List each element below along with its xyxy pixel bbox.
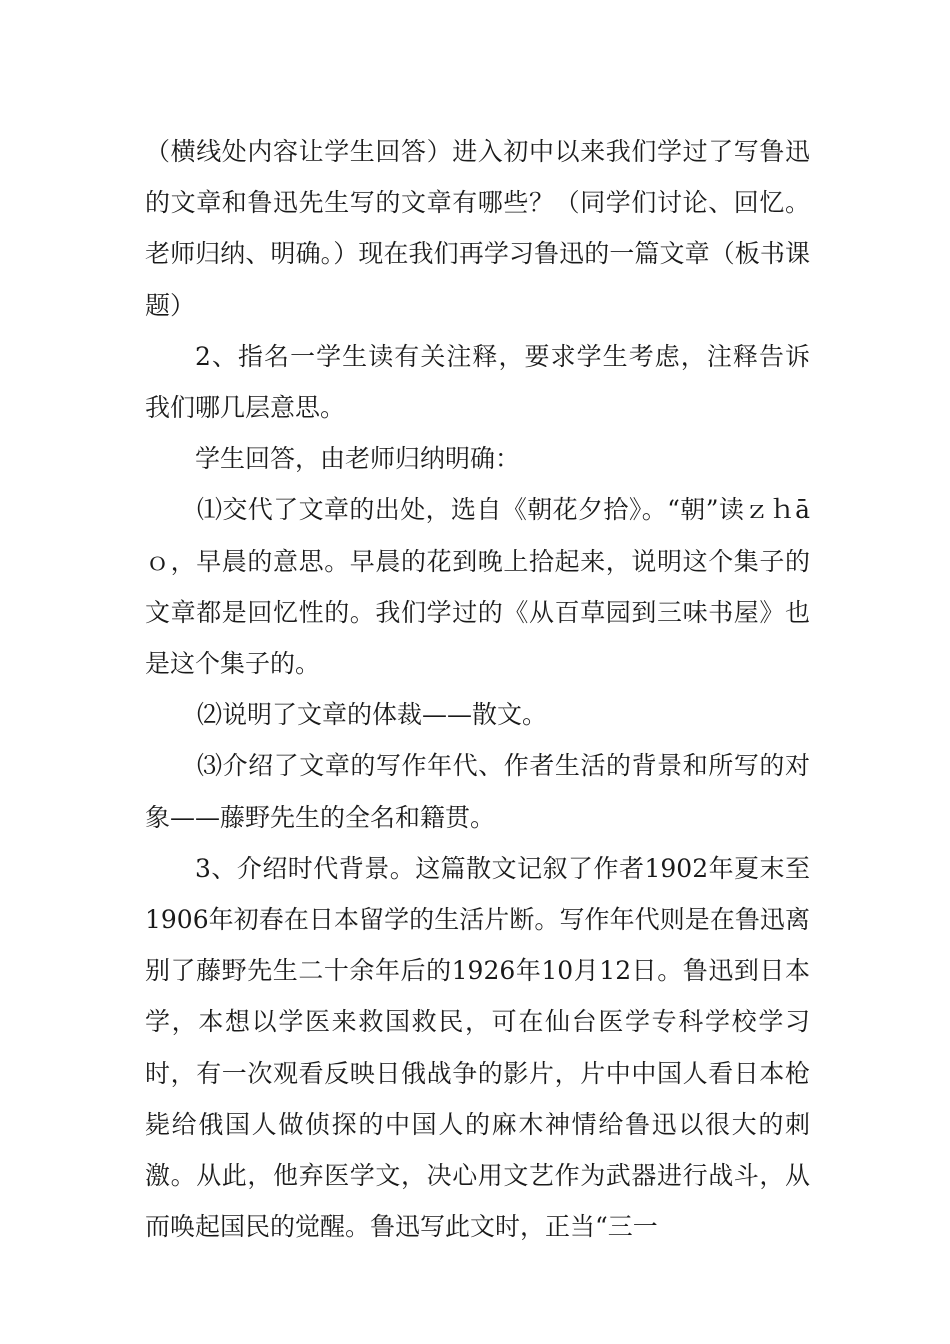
paragraph-student-answer: 学生回答，由老师归纳明确： — [195, 444, 521, 474]
paragraph-point-2: ⑵说明了文章的体裁——散文。 — [197, 700, 548, 730]
paragraph-intro: （横线处内容让学生回答）进入初中以来我们学过了写鲁迅的文章和鲁迅先生写的文章有哪些？（同学们讨论、回忆。老师归纳、明确。）现在我们再学习鲁迅的一篇文章（板书课题） — [145, 137, 810, 320]
document-body — [145, 126, 810, 1252]
paragraph-point-1: ⑴交代了文章的出处，选自《朝花夕拾》。“朝”读ｚｈāｏ，早晨的意思。早晨的花到晚上拾起来，说明这个集子的文章都是回忆性的。我们学过的《从百草园到三味书屋》也是这个集子的。 — [145, 495, 810, 679]
paragraph-point-3: ⑶介绍了文章的写作年代、作者生活的背景和所写的对象——藤野先生的全名和籍贯。 — [145, 751, 810, 832]
paragraph-step-3-background: 3、介绍时代背景。这篇散文记叙了作者1902年夏末至1906年初春在日本留学的生活片断。写作年代则是在鲁迅离别了藤野先生二十余年后的1926年10月12日。鲁迅到日本学，本想以学医来救国救民，可在仙台医学专科学校学习时，有一次观看反映日俄战争的影片，片中中国人看日本枪毙给俄国人做侦探的中国人的麻木神情给鲁迅以很大的刺激。从此，他弃医学文，决心用文艺作为武器进行战斗，从而唤起国民的觉醒。鲁迅写此文时，正当“三一 — [145, 853, 810, 1242]
paragraph-step-2: 2、指名一学生读有关注释，要求学生考虑，注释告诉我们哪几层意思。 — [145, 341, 810, 423]
